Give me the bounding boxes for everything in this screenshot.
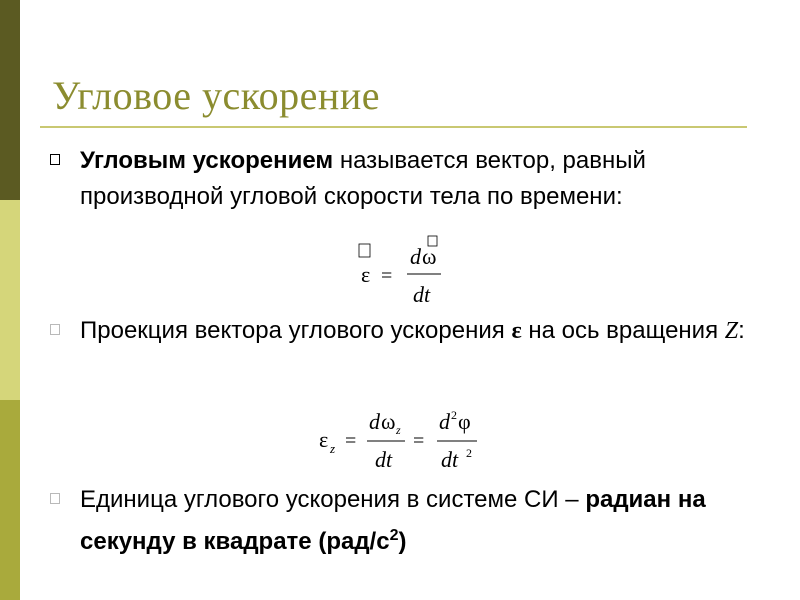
square-bullet-icon — [50, 324, 60, 335]
bullet-si-unit — [50, 482, 770, 560]
text-part: Проекция вектора углового ускорения — [80, 317, 512, 344]
side-bar-segment-mid — [0, 400, 20, 600]
numerator-d: d — [410, 244, 421, 269]
numerator-omega: ω — [381, 409, 396, 434]
unit-exponent: 2 — [389, 527, 399, 544]
equals-sign: = — [381, 265, 393, 287]
exponent-2: 2 — [466, 446, 472, 460]
square-bullet-icon — [50, 154, 60, 165]
text-part: на ось вращения — [521, 317, 725, 344]
bullet-text — [80, 313, 770, 349]
numerator-d: d — [369, 409, 380, 434]
slide-title: Угловое ускорение — [52, 73, 380, 118]
bullet-projection — [50, 313, 770, 349]
equals-sign: = — [413, 430, 425, 452]
subscript-z: z — [396, 423, 401, 437]
bullet-definition — [50, 143, 770, 215]
unit-close-paren: ) — [398, 528, 407, 555]
epsilon-symbol: ε — [319, 427, 329, 452]
definition-rest: называется вектор, равный производной угловой скорости тела по времени: — [80, 147, 646, 210]
phi-symbol: φ — [458, 409, 471, 434]
missing-glyph-box — [359, 244, 370, 257]
term-bold: Угловым ускорением — [80, 147, 334, 174]
formula-angular-acceleration — [355, 232, 455, 310]
epsilon-bold: ε — [511, 318, 522, 344]
numerator-d: d — [439, 409, 450, 434]
side-decoration-bar — [0, 0, 20, 600]
title-divider — [40, 126, 747, 128]
denominator-dt: dt — [375, 447, 393, 472]
side-bar-segment-light — [0, 200, 20, 400]
bullet-text — [80, 143, 770, 215]
unit-name: радиан на секунду в квадрате (рад/с — [80, 486, 706, 555]
axis-z: Z — [724, 318, 739, 344]
text-part: : — [738, 317, 745, 344]
denominator-dt: dt — [413, 282, 431, 307]
bullet-text — [80, 482, 770, 560]
side-bar-segment-dark — [0, 0, 20, 200]
exponent-2: 2 — [451, 408, 457, 422]
numerator-omega: ω — [422, 244, 437, 269]
epsilon-symbol: ε — [361, 262, 371, 287]
denominator-dt: dt — [441, 447, 459, 472]
text-part: Единица углового ускорения в системе СИ – — [80, 486, 586, 513]
formula-projection — [315, 405, 495, 475]
square-bullet-icon — [50, 493, 60, 504]
equals-sign: = — [345, 430, 357, 452]
subscript-z: z — [330, 441, 336, 456]
